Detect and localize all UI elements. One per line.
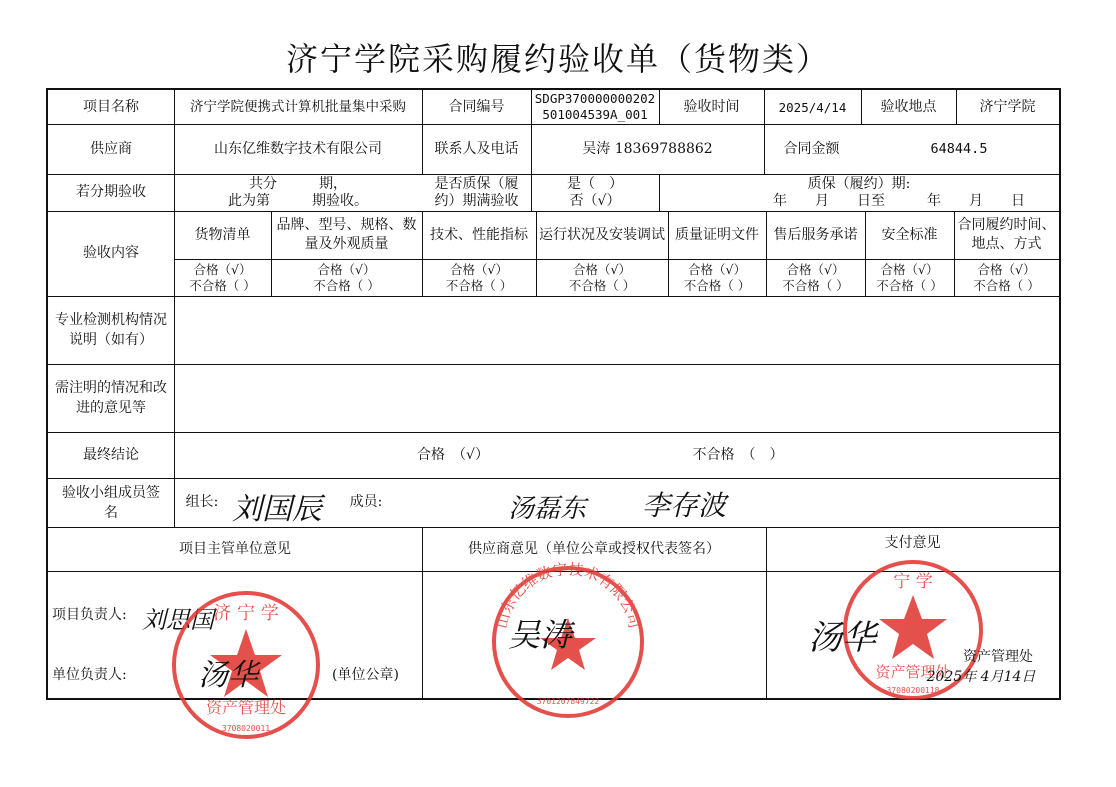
acceptance-fail-option: 不合格（ ） bbox=[189, 277, 256, 293]
acceptance-fail-option: 不合格（ ） bbox=[683, 277, 751, 293]
warranty-yes-option: 是（ ） bbox=[567, 175, 623, 192]
payment-date: 2025年 4月14日 bbox=[926, 668, 1036, 685]
supplier-opinion-header: 供应商意见（单位公章或授权代表签名） bbox=[468, 540, 720, 557]
acceptance-item-name: 售后服务承诺 bbox=[773, 226, 858, 243]
unit-lead-signature: 汤华 bbox=[198, 658, 258, 693]
final-conclusion-label: 最终结论 bbox=[83, 446, 139, 463]
accept-place-label: 验收地点 bbox=[880, 98, 937, 115]
acceptance-item-name: 运行状况及安装调试 bbox=[539, 226, 665, 243]
acceptance-fail-option: 不合格（ ） bbox=[313, 277, 380, 293]
inspection-value bbox=[174, 296, 1059, 364]
inspection-label: 专业检测机构情况说明（如有） bbox=[55, 312, 167, 348]
page-title: 济宁学院采购履约验收单（货物类） bbox=[285, 40, 830, 78]
leader-label: 组长: bbox=[185, 494, 219, 510]
final-pass-option: 合格 （√） bbox=[417, 446, 489, 463]
contract-no-line2: 501004539A_001 bbox=[542, 107, 648, 122]
acceptance-pass-option: 合格（√） bbox=[786, 261, 845, 277]
supplier-stamp-code: 3701207849722 bbox=[536, 697, 600, 706]
notes-value bbox=[174, 364, 1059, 432]
acceptance-item-name: 技术、性能指标 bbox=[430, 226, 528, 243]
payment-opinion-header: 支付意见 bbox=[884, 534, 941, 551]
contract-no-line1: SDGP370000000202 bbox=[534, 91, 656, 106]
contact-value: 吴涛 18369788862 bbox=[582, 140, 713, 157]
supplier-stamp-ring: 山东亿维数字技术有限公司 bbox=[492, 562, 644, 631]
acceptance-pass-option: 合格（√） bbox=[317, 261, 376, 277]
acceptance-pass-option: 合格（√） bbox=[573, 261, 631, 277]
acceptance-item-name: 质量证明文件 bbox=[675, 226, 759, 243]
acceptance-pass-option: 合格（√） bbox=[880, 261, 939, 277]
final-fail-option: 不合格 （ ） bbox=[692, 446, 784, 463]
warranty-label-line2: 约）期满验收 bbox=[434, 192, 519, 209]
acceptance-item-result bbox=[766, 259, 865, 296]
supplier-label: 供应商 bbox=[90, 140, 132, 157]
member-signature-2: 李存波 bbox=[642, 489, 727, 522]
acceptance-pass-option: 合格（√） bbox=[450, 261, 508, 277]
acceptance-fail-option: 不合格（ ） bbox=[973, 277, 1040, 293]
acceptance-item-result bbox=[422, 259, 536, 296]
university-stamp-bottom: 资产管理处 bbox=[205, 698, 287, 717]
amount-label: 合同金额 bbox=[783, 140, 840, 157]
unit-seal-note: (单位公章) bbox=[332, 666, 399, 683]
leader-signature: 刘国辰 bbox=[232, 492, 322, 527]
university-stamp-code: 3708020011 bbox=[221, 724, 271, 733]
warranty-label-line1: 是否质保（履 bbox=[434, 175, 519, 192]
warranty-period-label: 质保（履约）期: bbox=[807, 175, 911, 192]
acceptance-form bbox=[46, 88, 1061, 733]
project-lead-label: 项目负责人: bbox=[52, 606, 127, 623]
supplier-value: 山东亿维数字技术有限公司 bbox=[214, 140, 382, 157]
accept-time-value: 2025/4/14 bbox=[778, 99, 847, 115]
acceptance-item-result bbox=[536, 259, 668, 296]
accept-place-value: 济宁学院 bbox=[979, 98, 1036, 115]
project-lead-signature: 刘思国 bbox=[142, 606, 214, 634]
payment-org: 资产管理处 bbox=[963, 648, 1033, 665]
payment-signature: 汤华 bbox=[808, 618, 876, 658]
notes-label: 需注明的情况和改进的意见等 bbox=[55, 380, 167, 416]
contact-label: 联系人及电话 bbox=[434, 140, 519, 157]
warranty-period-range: 年 月 日至 年 月 日 bbox=[773, 192, 1025, 209]
acceptance-item-name: 合同履约时间、地点、方式 bbox=[957, 217, 1056, 252]
installment-line1: 共分 期， bbox=[249, 175, 347, 192]
installment-label: 若分期验收 bbox=[76, 184, 146, 200]
unit-lead-label: 单位负责人: bbox=[52, 666, 127, 683]
dept-opinion-header: 项目主管单位意见 bbox=[179, 540, 291, 557]
acceptance-item-name: 品牌、型号、规格、数量及外观质量 bbox=[276, 217, 417, 252]
acceptance-fail-option: 不合格（ ） bbox=[782, 277, 849, 293]
acceptance-item-result bbox=[668, 259, 766, 296]
warranty-no-option: 否（√） bbox=[569, 192, 621, 209]
installment-line2: 此为第 期验收。 bbox=[228, 192, 368, 209]
acceptance-pass-option: 合格（√） bbox=[977, 261, 1036, 277]
acceptance-item-result bbox=[954, 259, 1059, 296]
acceptance-pass-option: 合格（√） bbox=[688, 261, 746, 277]
project-name-label: 项目名称 bbox=[83, 98, 139, 115]
contract-no-label: 合同编号 bbox=[448, 98, 505, 115]
acceptance-item-name: 安全标准 bbox=[881, 226, 938, 243]
acceptance-fail-option: 不合格（ ） bbox=[876, 277, 943, 293]
acceptance-fail-option: 不合格（ ） bbox=[445, 277, 513, 293]
amount-value: 64844.5 bbox=[930, 140, 988, 157]
payment-stamp-top: 宁 学 bbox=[893, 572, 933, 592]
member-signature-1: 汤磊东 bbox=[508, 494, 587, 524]
acceptance-content-label: 验收内容 bbox=[83, 245, 139, 261]
payment-stamp-bottom: 资产管理处 bbox=[875, 663, 951, 681]
acceptance-item-result bbox=[174, 259, 271, 296]
acceptance-item-name: 货物清单 bbox=[194, 226, 251, 243]
supplier-signature: 吴涛 bbox=[508, 616, 573, 654]
acceptance-fail-option: 不合格（ ） bbox=[568, 277, 636, 293]
acceptance-item-result bbox=[865, 259, 954, 296]
acceptance-pass-option: 合格（√） bbox=[193, 261, 252, 277]
project-name-value: 济宁学院便携式计算机批量集中采购 bbox=[190, 98, 406, 115]
acceptance-item-result bbox=[271, 259, 422, 296]
accept-time-label: 验收时间 bbox=[683, 98, 740, 115]
payment-stamp-code: 37080200118 bbox=[886, 686, 940, 695]
team-signature-label: 验收小组成员签名 bbox=[62, 484, 160, 521]
members-label: 成员: bbox=[349, 494, 383, 510]
university-stamp-top: 济 宁 学 bbox=[213, 603, 279, 624]
